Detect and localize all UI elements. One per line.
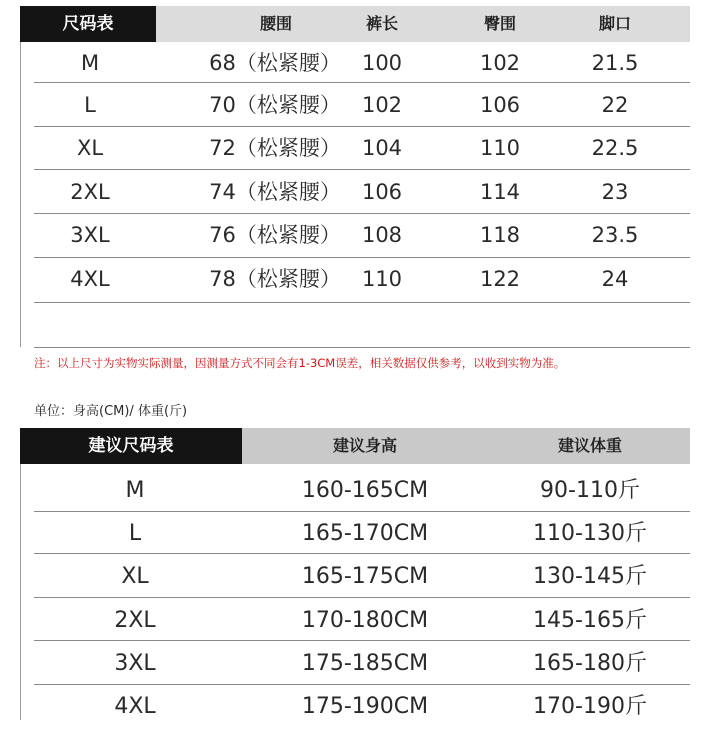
size-cell: 3XL xyxy=(70,223,110,247)
table-row xyxy=(20,127,690,170)
height-cell: 165-170CM xyxy=(301,521,429,546)
hem-cell: 21.5 xyxy=(591,51,639,75)
weight-cell: 145-165斤 xyxy=(533,608,647,633)
unit-label: 单位：身高(CM)/ 体重(斤) xyxy=(34,404,188,419)
waist-cell: 70（松紧腰） xyxy=(209,93,341,117)
row-divider xyxy=(34,169,690,170)
waist-cell: 76（松紧腰） xyxy=(209,223,341,247)
height-cell: 175-190CM xyxy=(301,694,429,719)
row-divider xyxy=(34,347,690,348)
size-cell: 2XL xyxy=(70,180,110,204)
header-hem: 脚口 xyxy=(598,14,631,33)
weight-cell: 90-110斤 xyxy=(540,478,640,503)
table-row xyxy=(20,84,690,127)
height-cell: 170-180CM xyxy=(301,608,429,633)
measurement-note: 注：以上尺寸为实物实际测量，因测量方式不同会有1-3CM误差，相关数据仅供参考，以收到实物为准。 xyxy=(34,356,566,370)
table-row xyxy=(20,642,690,686)
waist-cell: 72（松紧腰） xyxy=(209,136,341,160)
size-cell: M xyxy=(80,51,100,75)
recommend-table-header xyxy=(20,428,690,464)
hem-cell: 24 xyxy=(601,267,629,291)
length-cell: 104 xyxy=(361,136,403,160)
hip-cell: 102 xyxy=(479,51,521,75)
row-divider xyxy=(34,82,690,83)
size-cell: M xyxy=(125,478,145,503)
hip-cell: 110 xyxy=(479,136,521,160)
row-divider xyxy=(34,640,690,641)
row-divider xyxy=(34,597,690,598)
length-cell: 102 xyxy=(361,93,403,117)
size-cell: L xyxy=(84,93,96,117)
size-cell: XL xyxy=(121,564,149,589)
table-row xyxy=(20,469,690,513)
size-cell: XL xyxy=(76,136,104,160)
table-row xyxy=(20,685,690,729)
size-table-title: 尺码表 xyxy=(20,6,156,42)
row-divider xyxy=(34,302,690,303)
table-row xyxy=(20,42,690,85)
table-row xyxy=(20,512,690,556)
length-cell: 108 xyxy=(361,223,403,247)
height-cell: 160-165CM xyxy=(301,478,429,503)
waist-cell: 68（松紧腰） xyxy=(209,51,341,75)
hem-cell: 22 xyxy=(601,93,629,117)
height-cell: 165-175CM xyxy=(301,564,429,589)
table-row xyxy=(20,258,690,301)
waist-cell: 74（松紧腰） xyxy=(209,180,341,204)
hip-cell: 106 xyxy=(479,93,521,117)
weight-cell: 130-145斤 xyxy=(533,564,647,589)
length-cell: 106 xyxy=(361,180,403,204)
height-cell: 175-185CM xyxy=(301,651,429,676)
header-length: 裤长 xyxy=(365,14,398,33)
header-height: 建议身高 xyxy=(332,436,397,455)
table-row xyxy=(20,599,690,643)
weight-cell: 165-180斤 xyxy=(533,651,647,676)
length-cell: 100 xyxy=(361,51,403,75)
hem-cell: 23.5 xyxy=(591,223,639,247)
hip-cell: 114 xyxy=(479,180,521,204)
table-row xyxy=(20,214,690,257)
size-cell: L xyxy=(128,521,142,546)
size-table-header xyxy=(20,6,690,42)
hip-cell: 122 xyxy=(479,267,521,291)
waist-cell: 78（松紧腰） xyxy=(209,267,341,291)
weight-cell: 170-190斤 xyxy=(533,694,647,719)
size-cell: 4XL xyxy=(70,267,110,291)
table-row xyxy=(20,171,690,214)
header-waist: 腰围 xyxy=(259,14,292,33)
weight-cell: 110-130斤 xyxy=(533,521,647,546)
row-divider xyxy=(34,553,690,554)
hem-cell: 22.5 xyxy=(591,136,639,160)
header-hip: 臀围 xyxy=(483,14,516,33)
size-cell: 4XL xyxy=(114,694,156,719)
length-cell: 110 xyxy=(361,267,403,291)
table-row xyxy=(20,555,690,599)
size-cell: 2XL xyxy=(114,608,156,633)
size-cell: 3XL xyxy=(114,651,156,676)
hip-cell: 118 xyxy=(479,223,521,247)
recommend-table-title: 建议尺码表 xyxy=(20,428,242,464)
header-weight: 建议体重 xyxy=(557,436,622,455)
hem-cell: 23 xyxy=(601,180,629,204)
